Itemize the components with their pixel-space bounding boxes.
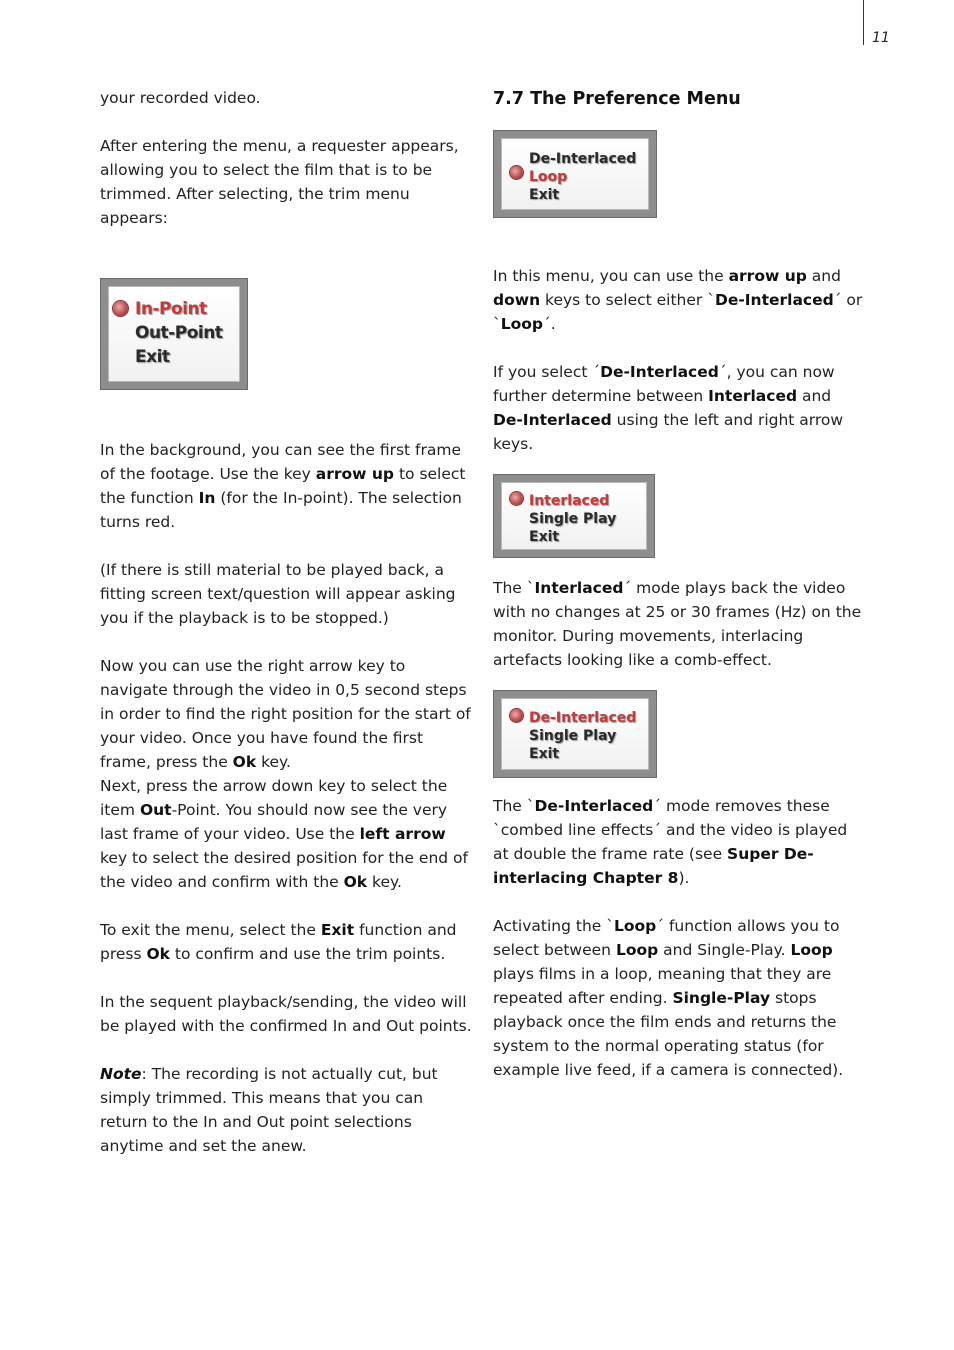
paragraph-background-frame: In the background, you can see the first frame of the footage. Use the key arrow up to select the function In (for the In-point). The selection turns red. (100, 441, 466, 531)
pref-menu-exit: Exit (529, 187, 560, 203)
interlaced-menu-exit: Exit (529, 529, 560, 545)
deinterlaced-menu-panel (501, 698, 649, 770)
preference-menu-screenshot (493, 130, 657, 218)
paragraph-arrow-keys: In this menu, you can use the arrow up and down keys to select either `De-Interlaced´ or `Loop´. (493, 267, 863, 333)
preference-menu-panel (501, 138, 649, 210)
paragraph-select-deinterlaced: If you select ´De-Interlaced´, you can now further determine between Interlaced and De-Interlaced using the left and right arrow keys. (493, 363, 844, 453)
selection-dot-icon (510, 492, 523, 505)
paragraph-loop-function: Activating the `Loop´ function allows you to select between Loop and Single-Play. Loop plays films in a loop, meaning that they are repeated after ending. Single-Play stops playback once the film ends and returns the system to the normal operating status (for example live feed, if a camera is connected). (493, 917, 844, 1079)
trim-menu-panel (108, 286, 240, 382)
trim-menu-in-point: In-Point (135, 299, 207, 319)
deinterlaced-menu-single-play: Single Play (529, 728, 617, 744)
interlaced-menu-panel (501, 482, 647, 550)
paragraph-interlaced-mode: The `Interlaced´ mode plays back the video with no changes at 25 or 30 frames (Hz) on the monitor. During movements, interlacing artefacts looking like a comb-effect. (493, 579, 862, 669)
paragraph-note: Note: The recording is not actually cut, but simply trimmed. This means that you can return to the In and Out point selections anytime and set the anew. (100, 1065, 438, 1155)
pref-menu-loop: Loop (529, 169, 568, 185)
paragraph-playback-question: (If there is still material to be played back, a fitting screen text/question will appear asking you if the playback is to be stopped.) (100, 561, 456, 627)
page-number: 11 (872, 30, 890, 46)
section-heading: 7.7 The Preference Menu (493, 89, 741, 109)
trim-menu-exit: Exit (135, 347, 170, 367)
selection-dot-icon (113, 301, 128, 316)
paragraph-sequent-playback: In the sequent playback/sending, the video will be played with the confirmed In and Out points. (100, 993, 472, 1035)
interlaced-menu-screenshot (493, 474, 655, 558)
trim-menu-screenshot (100, 278, 248, 390)
interlaced-menu-interlaced: Interlaced (529, 493, 610, 509)
right-column (493, 86, 865, 1106)
interlaced-menu-single-play: Single Play (529, 511, 617, 527)
paragraph-recorded-video: your recorded video. (100, 89, 261, 107)
paragraph-deinterlaced-mode: The `De-Interlaced´ mode removes these `combed line effects´ and the video is played at double the frame rate (see Super De-interlacing Chapter 8). (493, 797, 848, 887)
deinterlaced-menu-exit: Exit (529, 746, 560, 762)
paragraph-requester: After entering the menu, a requester appears, allowing you to select the film that is to be trimmed. After selecting, the trim menu appears: (100, 137, 459, 227)
paragraph-out-point: Next, press the arrow down key to select the item Out-Point. You should now see the very last frame of your video. Use the left arrow key to select the desired position for the end of the video and confirm with the Ok key. (100, 777, 468, 891)
header-rule (863, 0, 864, 45)
left-column (100, 86, 472, 1182)
deinterlaced-menu-de-interlaced: De-Interlaced (529, 710, 637, 726)
selection-dot-icon (510, 709, 523, 722)
pref-menu-de-interlaced: De-Interlaced (529, 151, 637, 167)
trim-menu-out-point: Out-Point (135, 323, 223, 343)
deinterlaced-menu-screenshot (493, 690, 657, 778)
selection-dot-icon (510, 166, 523, 179)
paragraph-right-arrow: Now you can use the right arrow key to navigate through the video in 0,5 second steps in order to find the right position for the start of your video. Once you have found the first frame, press the Ok key. (100, 657, 471, 771)
paragraph-exit-menu: To exit the menu, select the Exit function and press Ok to confirm and use the trim points. (100, 921, 457, 963)
